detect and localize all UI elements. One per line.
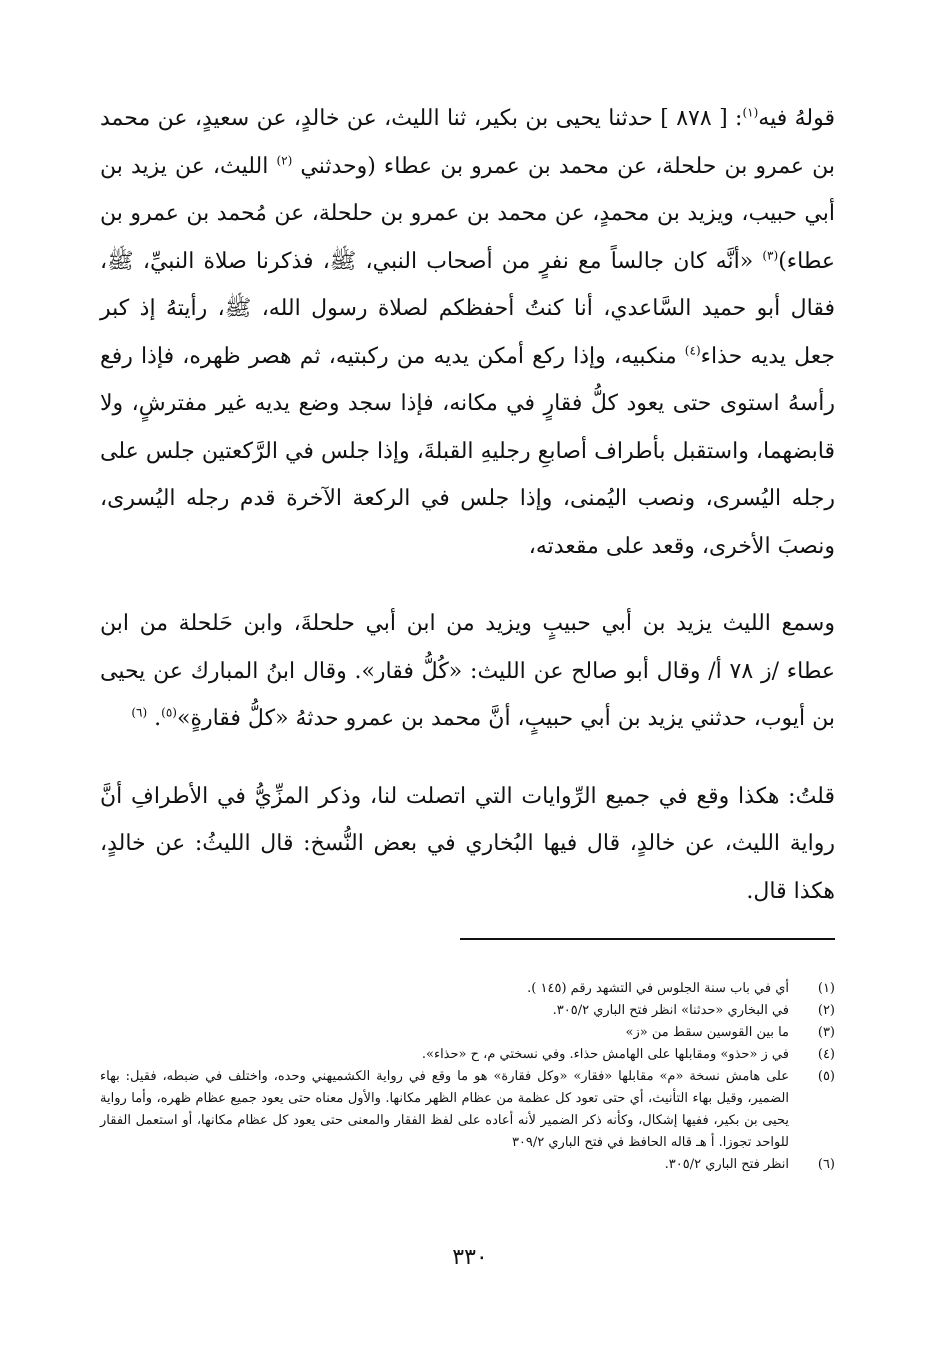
footnote-text: في البخاري «حدثنا» انظر فتح الباري ٣٠٥/٢. [552,1003,789,1018]
page-number: ٣٣٠ [452,1245,488,1270]
quote-intro: قولهُ فيه [758,106,835,131]
footnote-separator [460,938,835,940]
footnote-ref-1[interactable]: (١) [742,105,759,120]
footnote-text: في ز «حذو» ومقابلها على الهامش حذاء. وفي نسختي م، ح «حذاء». [421,1047,789,1062]
footnote-number: (٦) [817,1157,835,1172]
hadith-paragraph [100,95,835,570]
quote-isnad: : [ ٨٧٨ ] حدثنا يحيى بن بكير، ثنا الليث، عن خالدٍ، عن سعيدٍ، عن محمد بن عمرو بن حلحلة، عن محمد بن عمرو بن عطاء (وحدثني [100,106,835,179]
footnote-number: (٣) [817,1025,835,1040]
quote-matn-continued: منكبيه، وإذا ركع أمكن يديه من ركبتيه، ثم هصر ظهره، فإذا رفع رأسهُ استوى حتى يعود كلُّ فقارٍ في مكانه، فإذا سجد وضع يديه غير مفترشٍ، ولا قابضهما، واستقبل بأطراف أصابعِ رجليهِ القبلةَ، وإذا جلس في الرَّكعتين جلس على رجله اليُسرى، ونصب اليُمنى، وإذا جلس في الركعة الآخرة قدم رجله اليُسرى، ونصبَ الأخرى، وقعد على مقعدته، [100,343,835,559]
main-text [100,95,835,915]
footnote-number: (٥) [817,1069,835,1084]
footnote-ref-3[interactable]: (٣) [762,248,779,263]
footnote-text: أي في باب سنة الجلوس في التشهد رقم (١٤٥ ). [527,981,789,996]
footnote-item [100,1044,835,1066]
footnote-item [100,1000,835,1022]
footnote-ref-6[interactable]: (٦) [131,705,148,720]
footnote-text: على هامش نسخة «م» مقابلها «فقار» «وكل فقارة» هو ما وقع في رواية الكشميهني وحده، واختلف في ضبطه، فقيل: بهاء الضمير، وقيل بهاء التأنيث، أي حتى تعود كل عظمة من عظام الظهر مكانها. والأول معناه حتى يعود جميع عظام ظهره، وأما رواية يحيى بن بكير، ففيها إشكال، وكأنه ذكر الضمير لأنه أعاده على لفظ الفقار والمعنى حتى يعود كل عظام مكانها، أو استعمل الفقار للواحد تجوزا. أ هـ قاله الحافظ في فتح الباري ٣٠٩/٢ [100,1069,789,1150]
footnote-number: (٤) [817,1047,835,1062]
comment-paragraph [100,773,835,916]
footnotes [100,978,835,1176]
footnote-ref-2[interactable]: (٢) [276,153,293,168]
footnote-item [100,1066,835,1154]
footnote-number: (٢) [817,1003,835,1018]
narration-paragraph: وسمع الليث يزيد بن أبي حبيبٍ ويزيد من ابن أبي حلحلةَ، وابن حَلحلة من ابن عطاء /ز ٧٨ أ/ وقال أبو صالح عن الليث: «كُلُّ فقار». وقال ابنُ المبارك عن يحيى بن أيوب، حدثني يزيد بن أبي حبيبٍ، أنَّ محمد بن عمرو حدثهُ «كلُّ فقارةٍ»$^{(٥)}$. $^{(٦)}$ [100,611,835,731]
quote-isnad-continued: الليث، عن يزيد بن أبي حبيب، ويزيد بن محمدٍ، عن محمد بن عمرو بن حلحلة، عن مُحمد بن عمرو بن عطاء) [100,153,835,274]
narration-text: وسمع الليث يزيد بن أبي حبيبٍ ويزيد من ابن أبي حلحلةَ، وابن حَلحلة من ابن عطاء /ز ٧٨ أ/ وقال أبو صالح عن الليث: «كُلُّ فقار». وقال ابنُ المبارك عن يحيى بن أيوب، حدثني يزيد بن أبي حبيبٍ، أنَّ محمد بن عمرو حدثهُ «كلُّ فقارةٍ» [100,611,835,731]
footnote-item [100,1154,835,1176]
footnote-ref-4[interactable]: (٤) [684,343,701,358]
footnote-number: (١) [817,981,835,996]
comment-text: قلتُ: هكذا وقع في جميع الرِّوايات التي اتصلت لنا، وذكر المزِّيُّ في الأطرافِ أنَّ رواية الليث، عن خالدٍ، قال فيها البُخاري في بعض النُّسخ: قال الليثُ: عن خالدٍ، هكذا قال. [100,783,835,904]
footnote-item [100,1022,835,1044]
footnote-text: ما بين القوسين سقط من «ز» [625,1025,789,1040]
quote-matn: «أنَّه كان جالساً مع نفرٍ من أصحاب النبي، ﷺ، فذكرنا صلاة النبيِّ، ﷺ، فقال أبو حميد السَّاعدي، أنا كنتُ أحفظكم لصلاة رسول الله، ﷺ، رأيتهُ إذ كبر جعل يديه حذاء [100,248,835,369]
footnote-ref-5[interactable]: (٥) [161,705,177,720]
footnote-item [100,978,835,1000]
footnote-text: انظر فتح الباري ٣٠٥/٢. [664,1157,789,1172]
